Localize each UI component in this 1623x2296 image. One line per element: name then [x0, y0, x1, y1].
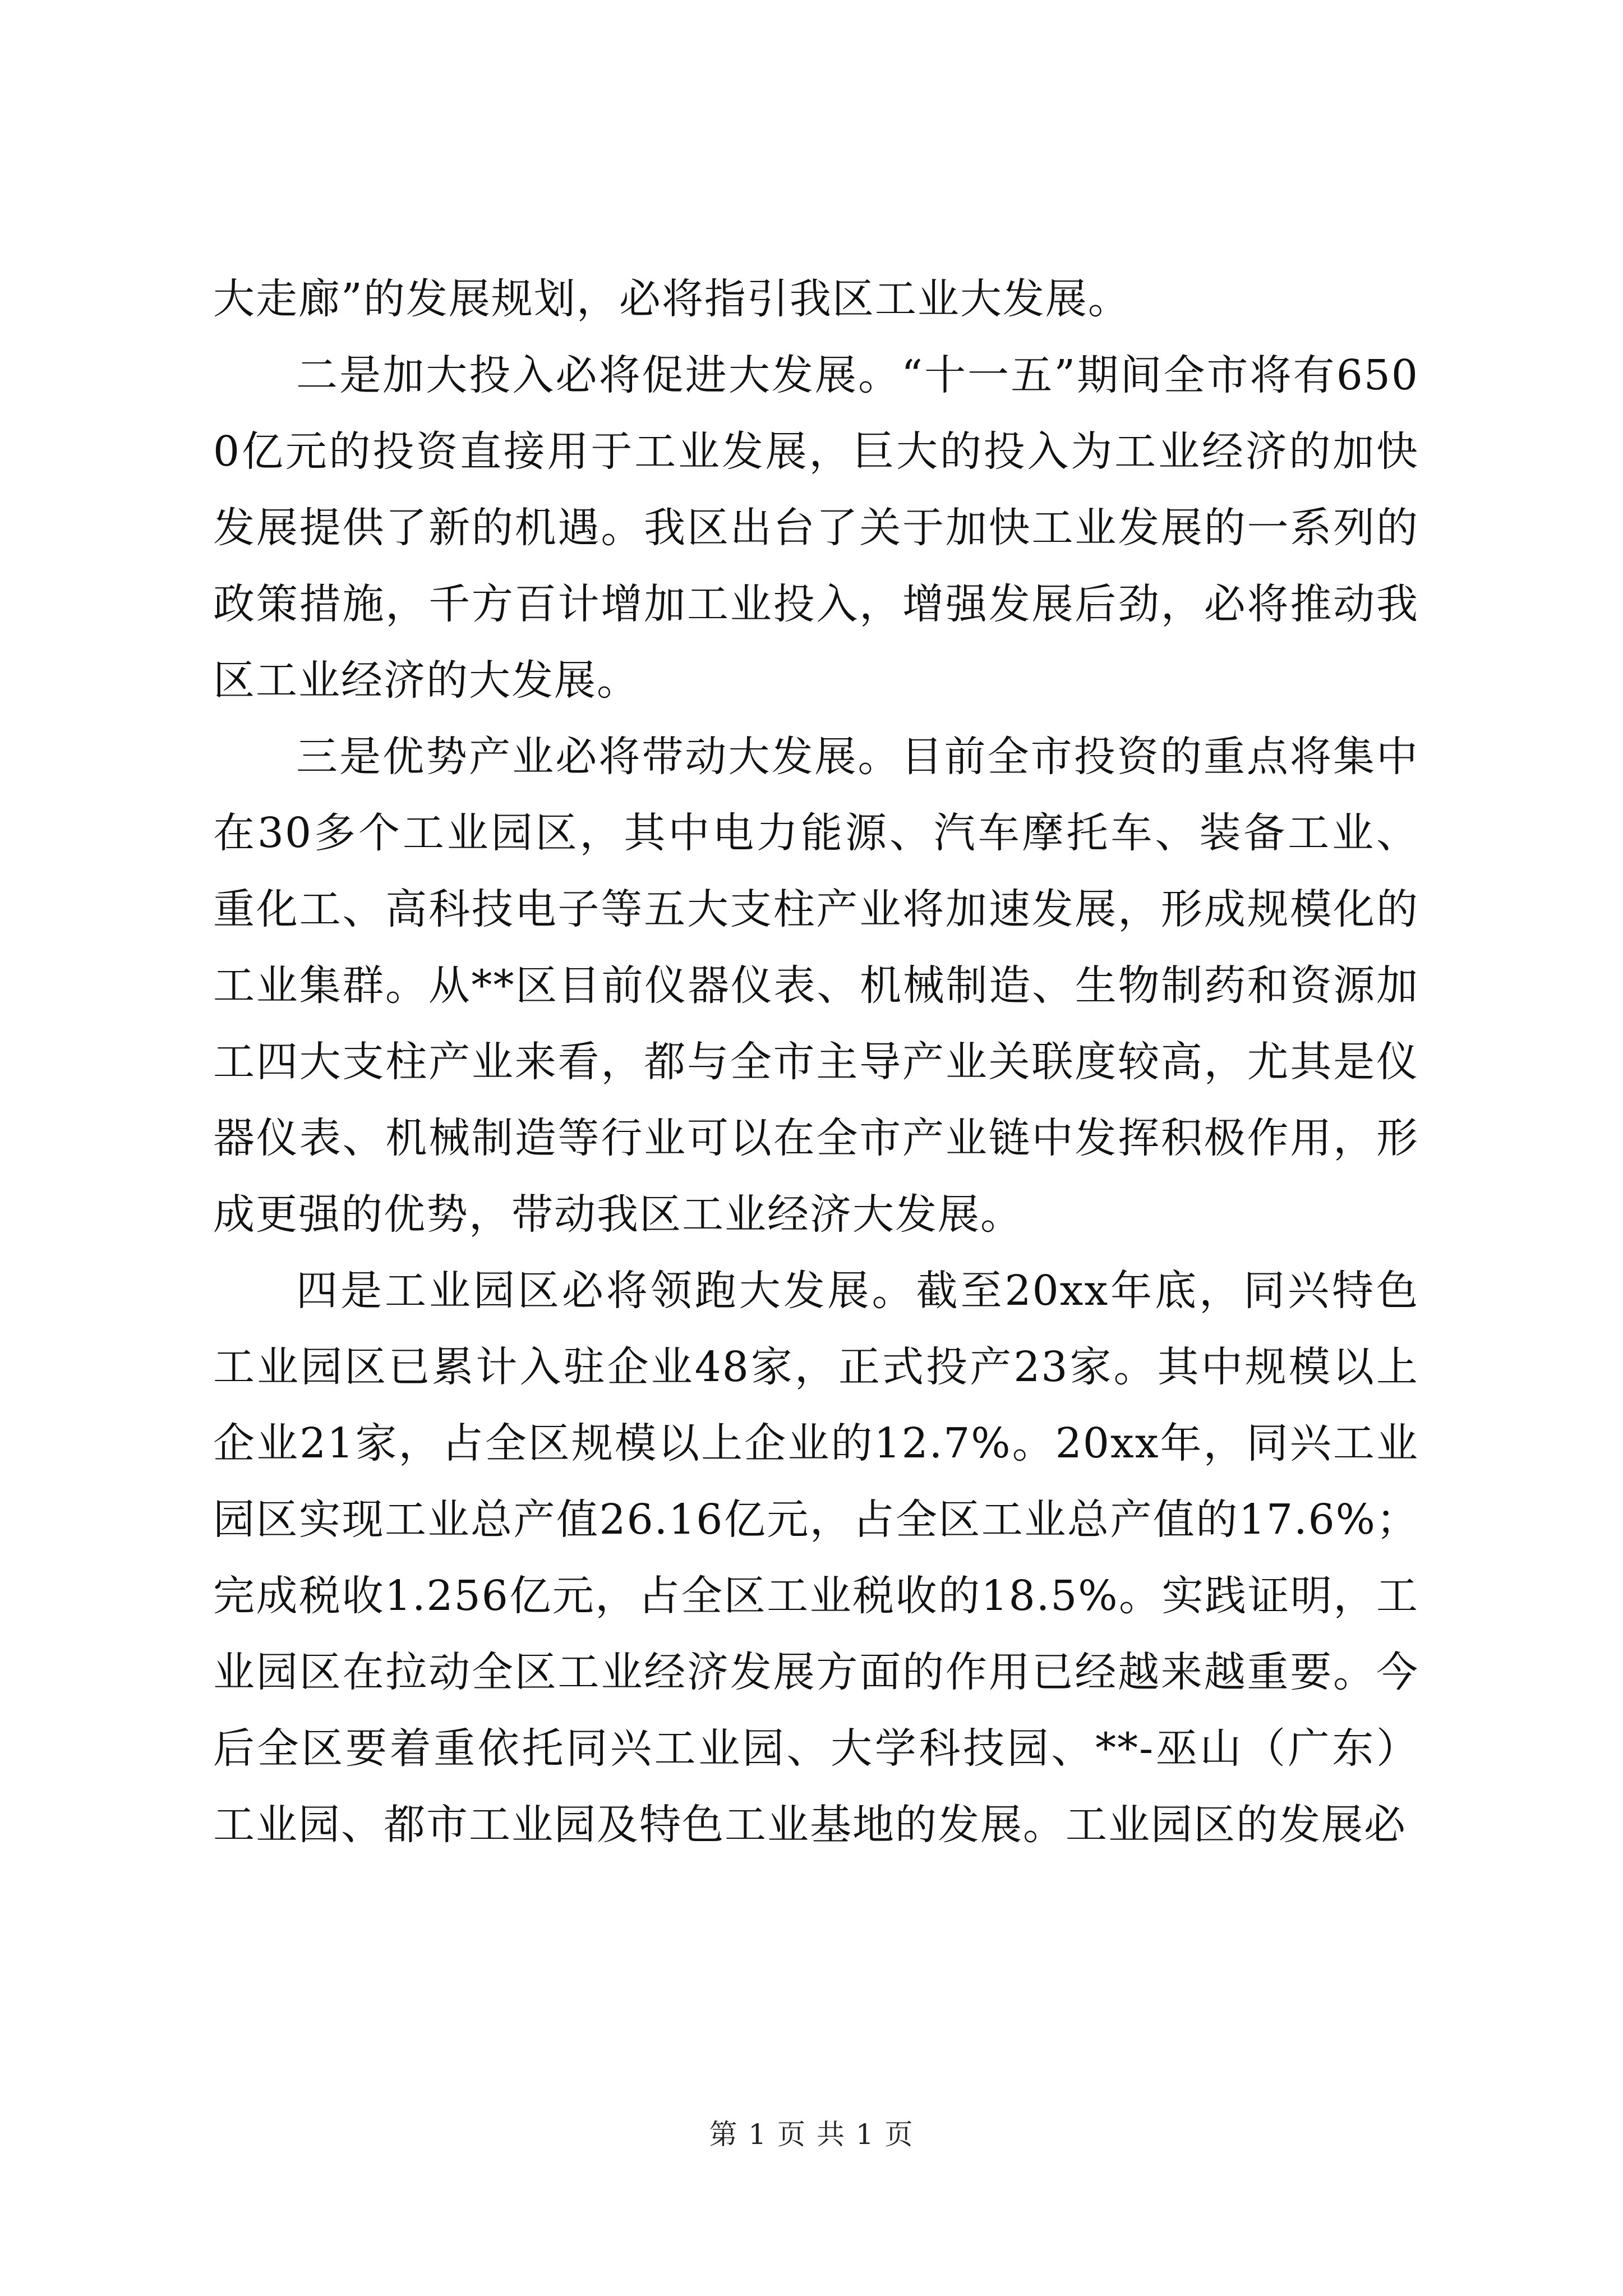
paragraph-1: 大走廊”的发展规划，必将指引我区工业大发展。 [213, 275, 1131, 323]
paragraph-3: 三是优势产业必将带动大发展。目前全市投资的重点将集中在30多个工业园区，其中电力能源、汽车摩托车、装备工业、重化工、高科技电子等五大支柱产业将加速发展，形成规模化的工业集群。从**区目前仪器仪表、机械制造、生物制药和资源加工四大支柱产业来看，都与全市主导产业关联度较高，尤其是仪器仪表、机械制造等行业可以在全市产业链中发挥积极作用，形成更强的优势，带动我区工业经济大发展。 [213, 733, 1419, 1239]
page-number-footer: 第 1 页 共 1 页 [709, 2118, 914, 2151]
paragraph-4: 四是工业园区必将领跑大发展。截至20xx年底，同兴特色工业园区已累计入驻企业48家，正式投产23家。其中规模以上企业21家，占全区规模以上企业的12.7%。20xx年，同兴工业园区实现工业总产值26.16亿元，占全区工业总产值的17.6%；完成税收1.256亿元，占全区工业税收的18.5%。实践证明，工业园区在拉动全区工业经济发展方面的作用已经越来越重要。今后全区要着重依托同兴工业园、大学科技园、**-巫山（广东）工业园、都市工业园及特色工业基地的发展。工业园区的发展必 [213, 1267, 1419, 1849]
document-body [213, 261, 1419, 1863]
paragraph-2: 二是加大投入必将促进大发展。“十一五”期间全市将有6500亿元的投资直接用于工业发展，巨大的投入为工业经济的加快发展提供了新的机遇。我区出台了关于加快工业发展的一系列的政策措施，千方百计增加工业投入，增强发展后劲，必将推动我区工业经济的大发展。 [213, 351, 1419, 705]
